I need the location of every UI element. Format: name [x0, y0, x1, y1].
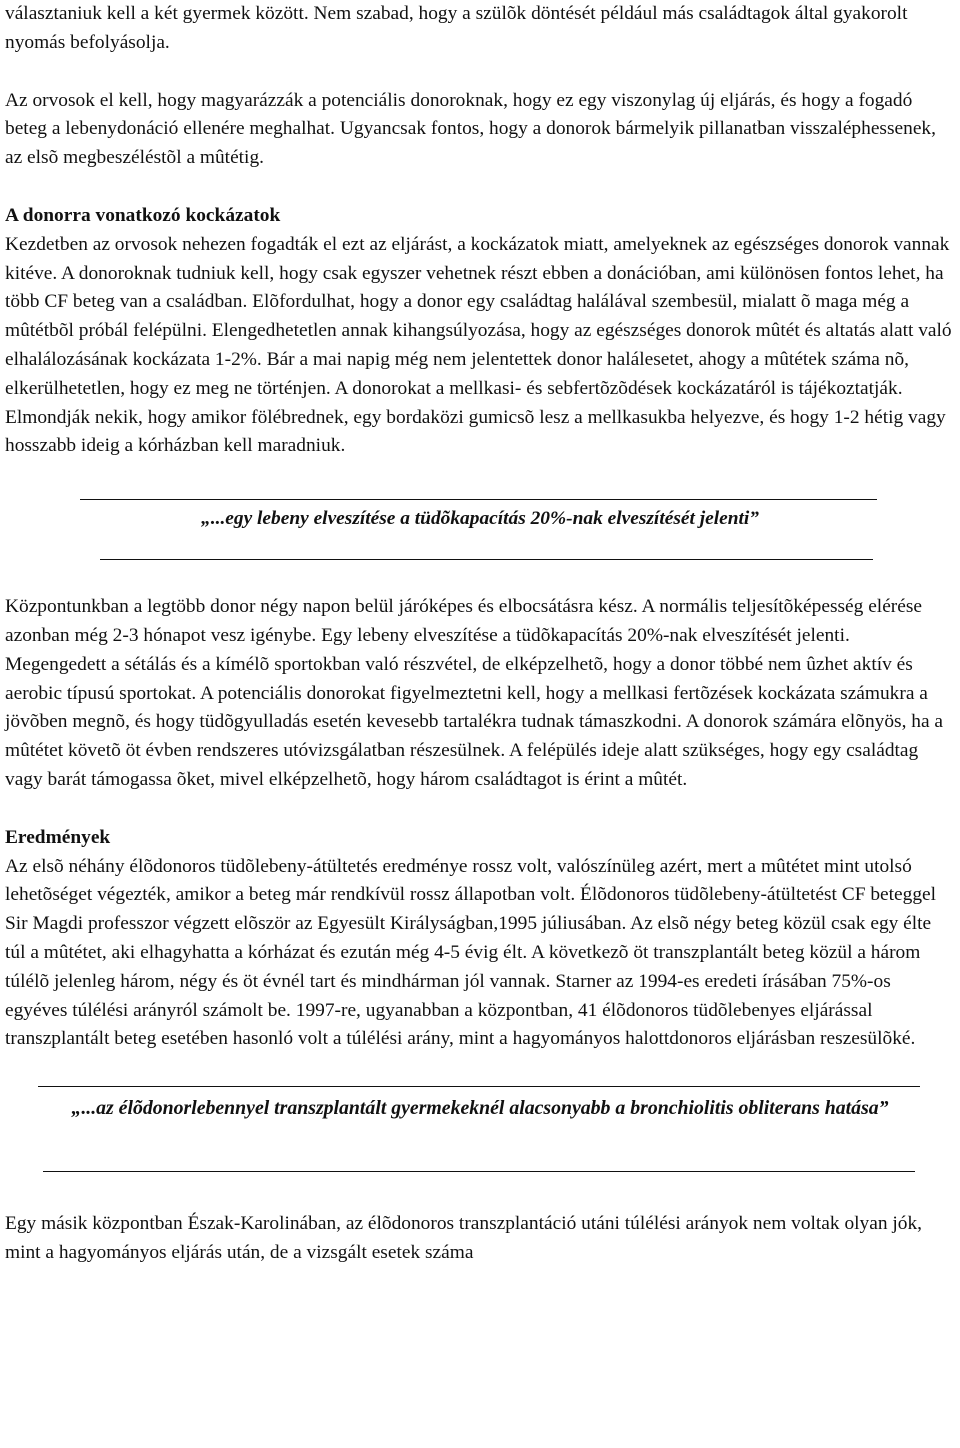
pull-quote-2-text: „...az élõdonorlebennyel transzplantált gyermekeknél alacsonyabb a bronchiolitis obliterans hatása”: [71, 1097, 889, 1120]
pull-quote-1: [5, 461, 955, 573]
paragraph-intro: választaniuk kell a két gyermek között. Nem szabad, hogy a szülõk döntését például más családtagok által gyakorolt nyomás befolyásolja.: [5, 3, 908, 53]
paragraph-recovery: Központunkban a legtöbb donor négy napon belül járóképes és elbocsátásra kész. A normális teljesítõképesség elérése azonban még 2-3 hónapot vesz igénybe. Egy lebeny elveszítése a tüdõkapacítás 20%-nak elveszítését jelenti. Megengedett a sétálás és a kímélõ sportokban való részvétel, de elképzelhetõ, hogy a donor többé nem ûzhet aktív és aerobic típusú sportokat. A potenciális donorokat figyelmeztetni kell, hogy a mellkasi fertõzések kockázata számukra a jövõben megnõ, és hogy tüdõgyulladás esetén kevesebb tartalékra tudnak támaszkodni. A donorok számára elõnyös, ha a mûtétet követõ öt évben rendszeres utóvizsgálatban részesülnek. A felépülés ideje alatt szükséges, hogy egy családtag vagy barát támogassa õket, mivel elképzelhetõ, hogy három családtagot is érint a mûtét.: [5, 596, 944, 790]
quote-rule-top: [80, 499, 877, 500]
quote-rule-top: [38, 1086, 920, 1087]
document-page: [5, 0, 955, 1268]
pull-quote-1-text: „...egy lebeny elveszítése a tüdõkapacítás 20%-nak elveszítését jelenti”: [201, 508, 759, 530]
spacer: [5, 795, 955, 824]
heading-results: Eredmények: [5, 826, 111, 848]
paragraph-north-carolina: Egy másik központban Észak-Karolinában, az élõdonoros transzplantáció utáni túlélési arányok nem voltak olyan jók, mint a hagyományos eljárás után, de a vizsgált esetek száma: [5, 1213, 923, 1263]
paragraph-explanation: Az orvosok el kell, hogy magyarázzák a potenciális donoroknak, hogy ez egy viszonylag új eljárás, és hogy a fogadó beteg a lebenydonáció ellenére meghalhat. Ugyancsak fontos, hogy a donorok bármelyik pillanatban visszaléphessenek, az elsõ megbeszéléstõl a mûtétig.: [5, 89, 936, 169]
quote-rule-bottom: [43, 1171, 915, 1172]
spacer: [5, 58, 955, 87]
paragraph-results: Az elsõ néhány élõdonoros tüdõlebeny-átültetés eredménye rossz volt, valószínüleg azért, mert a mûtétet mint utolsó lehetõséget végezték, amikor a beteg már rendkívül rossz állapotban volt. Élõdonoros tüdõlebeny-átültetést CF beteggel Sir Magdi professzor végzett elõször az Egyesült Királyságban,1995 júliusában. Az elsõ négy beteg közül csak egy élte túl a mûtétet, aki elhagyhatta a kórházat és ezután még 4-5 évig élt. A következõ öt transzplantált beteg közül a három túlélõ jelenleg három, négy és öt évnél tart és mindhárman jól vannak. Starner az 1994-es eredeti írásában 75%-os egyéves túlélési arányról számolt be. 1997-re, ugyanabban a központban, 41 élõdonoros tüdõlebenyes eljárással transzplantált beteg esetében hasonló volt a túlélési arány, mint a hagyományos halottdonoros eljárásban reszesülõké.: [5, 855, 937, 1050]
pull-quote-2: [5, 1054, 955, 1210]
quote-rule-bottom: [100, 559, 873, 560]
spacer: [5, 573, 955, 593]
spacer: [5, 173, 955, 202]
paragraph-donor-risks: Kezdetben az orvosok nehezen fogadták el ezt az eljárást, a kockázatok miatt, amelyeknek az egészséges donorok vannak kitéve. A donoroknak tudniuk kell, hogy csak egyszer vehetnek részt ebben a donációban, ami különösen fontos lehet, ha több CF beteg van a családban. Elõfordulhat, hogy a donor egy családtag halálával szembesül, mialatt õ maga még a mûtétbõl próbál felépülni. Elengedhetetlen annak kihangsúlyozása, hogy az egészséges donorok mûtét és altatás alatt való elhalálozásának kockázata 1-2%. Bár a mai napig még nem jelentettek donor halálesetet, ahogy a mûtétek száma nõ, elkerülhetetlen, hogy ez meg ne történjen. A donorokat a mellkasi- és sebfertõzõdések kockázatáról is tájékoztatják. Elmondják nekik, hogy amikor fölébrednek, egy bordaközi gumicsõ lesz a mellkasukba helyezve, és hogy 1-2 hétig vagy hosszabb ideig a kórházban kell maradniuk.: [5, 233, 952, 457]
heading-donor-risks: A donorra vonatkozó kockázatok: [5, 204, 281, 226]
